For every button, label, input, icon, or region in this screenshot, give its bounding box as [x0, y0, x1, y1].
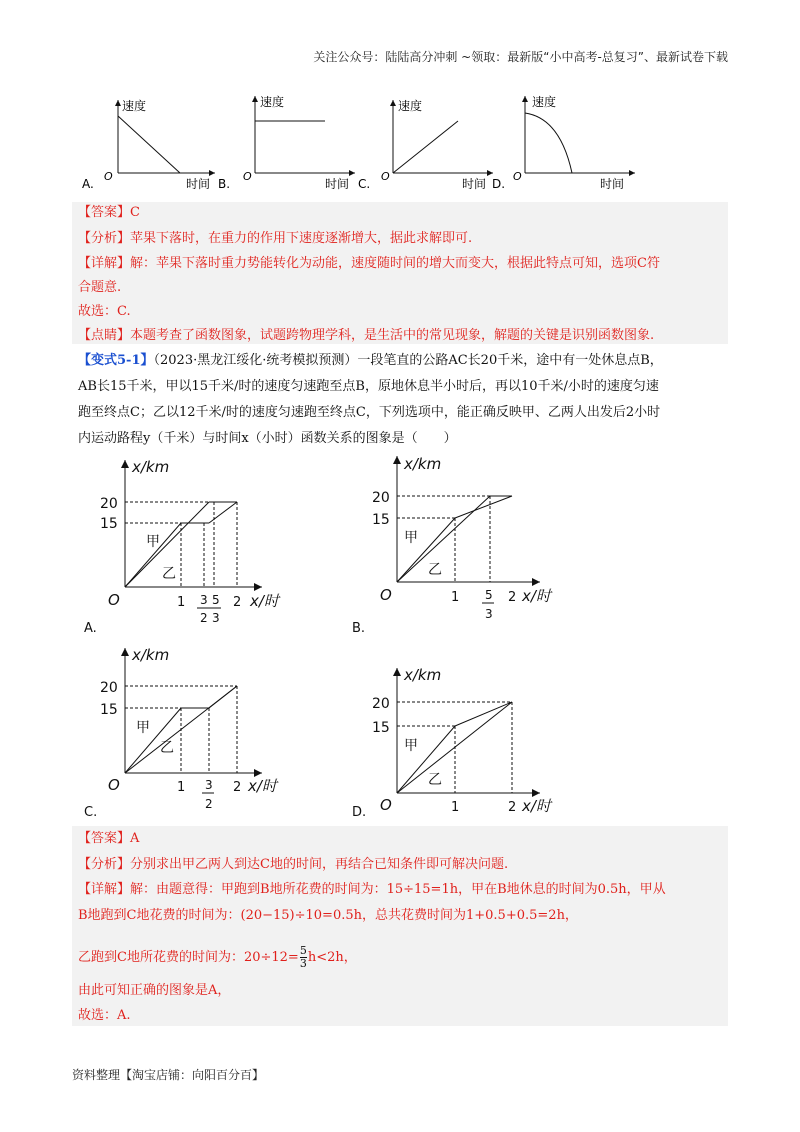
- graph-a-f53-den: 3: [212, 611, 220, 625]
- top-a-ylabel: 速度: [122, 99, 147, 113]
- top-c-ylabel: 速度: [398, 99, 423, 113]
- graph-a-y15: 15: [100, 516, 118, 532]
- page-footer: 资料整理【淘宝店铺：向阳百分百】: [72, 1068, 265, 1082]
- graph-d-xlabel: x/时: [522, 797, 551, 815]
- graph-a-origin: O: [108, 591, 120, 609]
- graph-b-origin: O: [380, 586, 392, 604]
- answer1-detail-1: 【详解】解：苹果下落时重力势能转化为动能，速度随时间的增大而变大，根据此特点可知，选项C符: [78, 256, 660, 271]
- graph-d-y15: 15: [372, 720, 390, 736]
- answer2-detail-4: 由此可知正确的图象是A，: [78, 983, 231, 998]
- graph-c-y15: 15: [100, 702, 118, 718]
- graph-c-t1: 1: [177, 780, 186, 795]
- answer2-answer: 【答案】A: [78, 831, 140, 846]
- graph-d-t2: 2: [508, 800, 517, 815]
- graph-a-jia: 甲: [146, 534, 160, 550]
- graph-c-origin: O: [108, 776, 120, 794]
- option-graphs: [0, 450, 800, 830]
- graph-a-text: [84, 458, 281, 636]
- answer1-analysis: 【分析】苹果下落时，在重力的作用下速度逐渐增大，据此求解即可.: [78, 231, 473, 246]
- graph-b-y15: 15: [372, 512, 390, 528]
- graph-b-yi: 乙: [428, 562, 442, 578]
- top-d-origin: O: [513, 170, 522, 183]
- graph-c-label: C.: [84, 805, 98, 820]
- answer2-analysis: 【分析】分别求出甲乙两人到达C地的时间，再结合已知条件即可解决问题.: [78, 857, 509, 872]
- graph-c-yi: 乙: [160, 740, 174, 756]
- question-line-3: 跑至终点C；乙以12千米/时的速度匀速跑至终点C，下列选项中，能正确反映甲、乙两人出发后2小时: [78, 405, 661, 420]
- top-graph-b: [218, 94, 355, 191]
- top-b-label: B.: [218, 177, 231, 191]
- top-graph-a: [82, 98, 215, 191]
- graph-c-xlabel: x/时: [248, 777, 277, 795]
- answer2-frac-den: 3: [299, 957, 307, 970]
- graph-b-ylabel: x/km: [404, 455, 442, 473]
- graph-b-t2: 2: [508, 590, 517, 605]
- top-a-label: A.: [82, 177, 94, 191]
- graph-b-t1: 1: [451, 590, 460, 605]
- graph-d-ylabel: x/km: [404, 666, 442, 684]
- top-b-xlabel: 时间: [325, 177, 350, 191]
- graph-d-jia: 甲: [404, 738, 418, 754]
- graph-b-jia: 甲: [404, 530, 418, 546]
- top-c-xlabel: 时间: [462, 177, 487, 191]
- graph-b-y20: 20: [372, 490, 390, 506]
- top-d-ylabel: 速度: [532, 95, 557, 109]
- graph-a-ylabel: x/km: [132, 458, 170, 476]
- graph-c-t2: 2: [233, 780, 242, 795]
- graph-d-label: D.: [352, 805, 367, 820]
- answer2-detail-2: B地跑到C地花费的时间为：(20−15)÷10=0.5h，总共花费时间为1+0.5+0.5=2h，: [78, 908, 578, 923]
- graph-c-jia: 甲: [136, 720, 150, 736]
- answer1-comment: 【点睛】本题考查了函数图象，试题跨物理学科，是生活中的常见现象，解题的关键是识别函数图象.: [78, 328, 655, 343]
- top-d-label: D.: [492, 177, 506, 191]
- question-line-1: 【变式5-1】（2023·黑龙江绥化·统考模拟预测）一段笔直的公路AC长20千米，途中有一处休息点B，: [78, 353, 663, 368]
- top-a-xlabel: 时间: [186, 177, 211, 191]
- top-graph-d: [492, 94, 635, 191]
- graph-a-f53-num: 5: [212, 593, 220, 607]
- answer2-detail-3: 乙跑到C地所花费的时间为：20÷12= $\frac{5}{3}$ h<2h，: [78, 944, 357, 970]
- answer1-answer: 【答案】C: [78, 205, 140, 220]
- graph-b-label: B.: [352, 621, 366, 636]
- answer1-detail-2: 合题意.: [78, 280, 122, 295]
- answer-block-1: [72, 202, 728, 344]
- question-line-2: AB长15千米，甲以15千米/时的速度匀速跑至点B，原地休息半小时后，再以10千米/小时的速度匀速: [78, 379, 659, 394]
- graph-a-label: A.: [84, 621, 97, 636]
- page-header: 关注公众号：陆陆高分冲刺 ~领取：最新版“小中高考-总复习”、最新试卷下载: [313, 50, 728, 64]
- graph-a-y20: 20: [100, 496, 118, 512]
- answer2-conclusion: 故选：A.: [78, 1008, 131, 1023]
- graph-c-f32-den: 2: [205, 797, 213, 811]
- graph-b-text: [352, 455, 553, 636]
- answer2-frac-num: 5: [299, 944, 307, 957]
- graph-a-t1: 1: [177, 595, 186, 610]
- graph-b-f53-den: 3: [485, 607, 493, 621]
- graph-a-f32-num: 3: [200, 593, 208, 607]
- graph-b: [397, 456, 540, 582]
- graph-a: [125, 460, 262, 587]
- answer1-conclusion: 故选：C.: [78, 304, 131, 319]
- graph-b-xlabel: x/时: [522, 587, 551, 605]
- graph-c-y20: 20: [100, 680, 118, 696]
- graph-d: [397, 668, 540, 793]
- graph-d-y20: 20: [372, 696, 390, 712]
- graph-d-yi: 乙: [428, 772, 442, 788]
- graph-d-t1: 1: [451, 800, 460, 815]
- graph-c-f32-num: 3: [205, 778, 213, 792]
- top-a-origin: O: [104, 170, 113, 183]
- top-b-ylabel: 速度: [260, 95, 285, 109]
- top-b-origin: O: [243, 170, 252, 183]
- graph-a-yi: 乙: [162, 566, 176, 582]
- top-c-label: C.: [358, 177, 371, 191]
- graph-a-t2: 2: [233, 595, 242, 610]
- graph-c-ylabel: x/km: [132, 646, 170, 664]
- graph-b-f53-num: 5: [485, 588, 493, 602]
- answer2-detail-1: 【详解】解：由题意得：甲跑到B地所花费的时间为：15÷15=1h，甲在B地休息的时间为0.5h，甲从: [78, 882, 666, 897]
- graph-d-origin: O: [380, 796, 392, 814]
- top-c-origin: O: [381, 170, 390, 183]
- question-line-4: 内运动路程y（千米）与时间x（小时）函数关系的图象是（ ）: [78, 431, 457, 446]
- top-graph-c: [358, 98, 493, 191]
- graph-c: [125, 648, 262, 773]
- graph-d-text: [352, 666, 553, 820]
- graph-a-xlabel: x/时: [250, 592, 279, 610]
- graph-a-f32-den: 2: [200, 611, 208, 625]
- top-d-xlabel: 时间: [600, 177, 625, 191]
